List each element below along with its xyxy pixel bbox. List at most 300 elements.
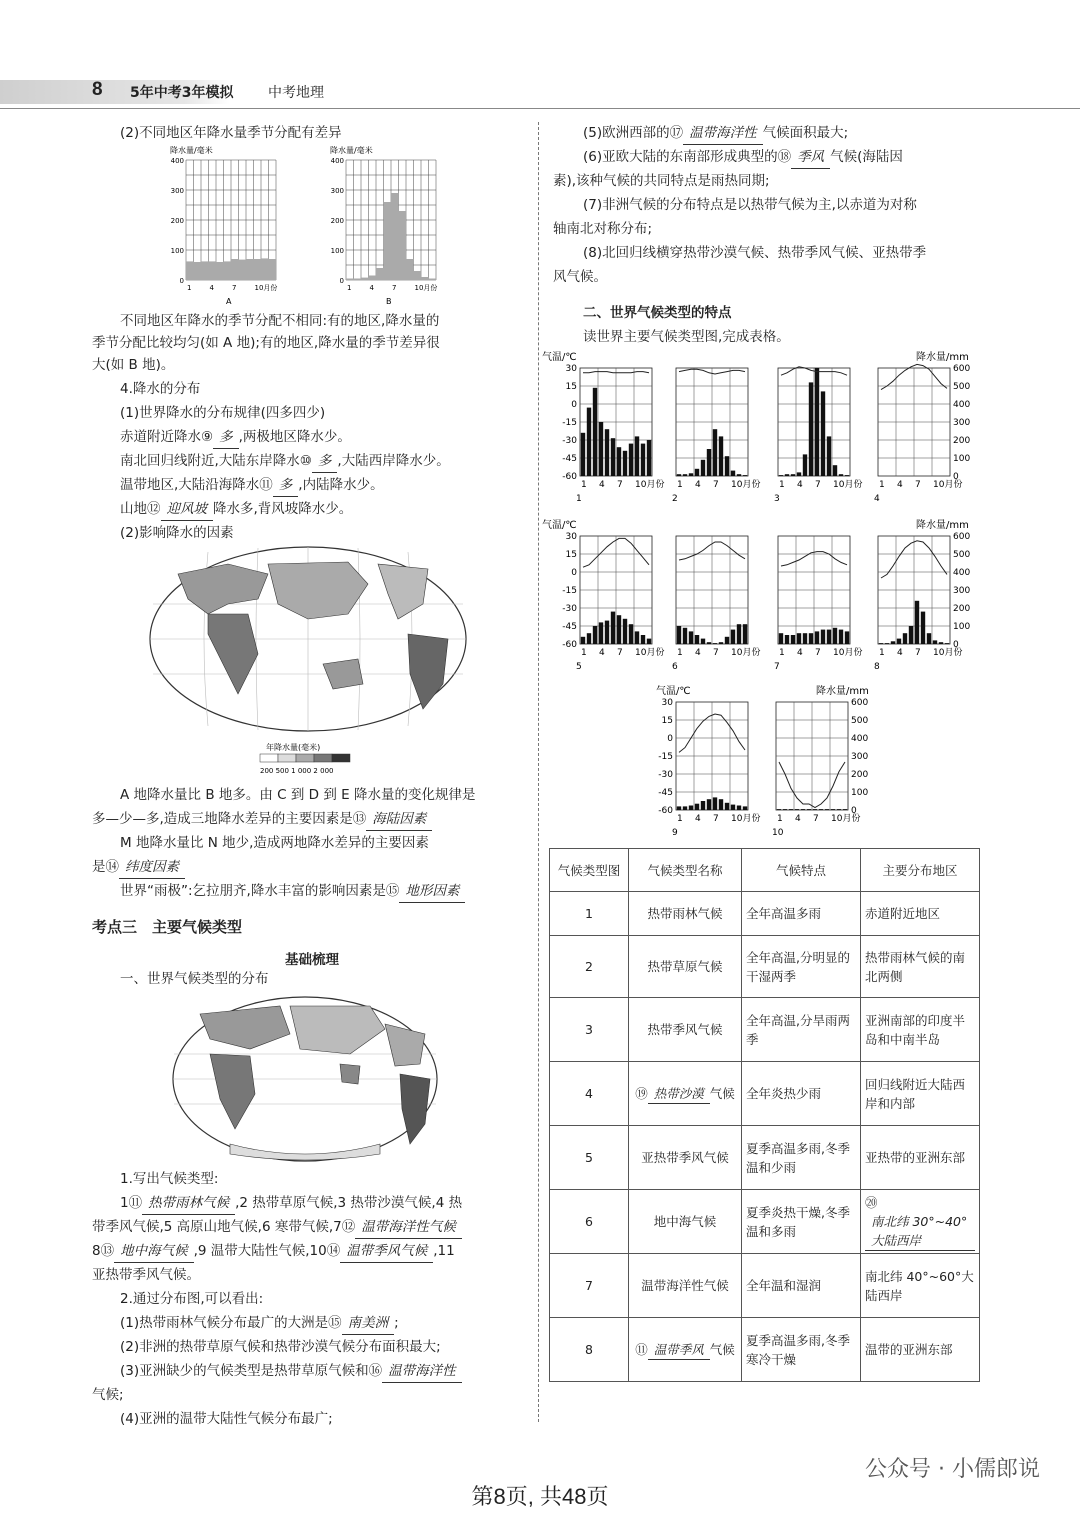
temp-tick-label: 0 xyxy=(571,568,577,578)
table-header-row xyxy=(550,849,980,892)
precip-bar xyxy=(725,637,729,644)
w2-item1: (1)热带雨林气候分布最广的大洲是⑮ 南美洲 ; xyxy=(120,1312,399,1335)
th-feature: 气候特点 xyxy=(742,849,861,892)
row-feature: 全年炎热少雨 xyxy=(742,1062,861,1126)
precip-bar xyxy=(879,643,883,644)
chart-number: 6 xyxy=(672,662,678,672)
x-tick-label: 1 xyxy=(677,814,683,824)
precip-bar xyxy=(891,641,895,644)
precip-bar xyxy=(647,639,651,644)
climate-chart-2 xyxy=(672,368,760,504)
row-feature: 全年高温,分旱雨两季 xyxy=(742,998,861,1062)
precip-bar xyxy=(825,809,829,810)
temp-tick-label: -45 xyxy=(658,788,673,798)
map-legend-values: 200 500 1 000 2 000 xyxy=(260,767,334,775)
x-tick-label: 10月份 xyxy=(831,814,861,824)
header-rule xyxy=(0,108,1080,109)
chart-number: 9 xyxy=(672,828,678,838)
x-tick-label: 10月份 xyxy=(833,480,863,490)
precip-bar xyxy=(807,809,811,810)
precip-bar xyxy=(809,633,813,644)
row-region: 赤道附近地区 xyxy=(861,892,980,936)
para1-line2: 季节分配比较均匀(如 A 地);有的地区,降水量的季节差异很 xyxy=(92,335,440,351)
row-no: 3 xyxy=(550,998,629,1062)
chart-a-axis-label: 降水量/毫米 xyxy=(170,146,213,155)
temp-tick-label: -30 xyxy=(658,770,673,780)
answer-10: 多 xyxy=(312,450,338,473)
r6-post: 气候(海陆因 xyxy=(830,149,903,165)
precip-tick-label: 200 xyxy=(953,604,971,614)
answer-20: 南北纬 30°~40°大陆西岸 xyxy=(865,1212,975,1251)
precip-bar xyxy=(779,633,783,644)
precip-bar xyxy=(833,465,837,476)
y-tick-label: 200 xyxy=(330,217,344,225)
x-tick-label: 4 xyxy=(897,648,903,658)
temp-tick-label: 0 xyxy=(667,734,673,744)
table-row xyxy=(550,1254,980,1318)
precip-bar xyxy=(629,444,633,476)
y-tick-label: 0 xyxy=(179,277,184,285)
precip-bar xyxy=(833,628,837,644)
x-tick-label: 4 xyxy=(795,814,801,824)
x-tick-label: 4 xyxy=(797,480,803,490)
y-tick-label: 200 xyxy=(170,217,184,225)
table-row xyxy=(550,936,980,998)
precip-bar xyxy=(629,624,633,644)
precip-tick-label: 0 xyxy=(851,806,857,816)
x-tick-label: 4 xyxy=(599,480,605,490)
precip-tick-label: 300 xyxy=(953,586,971,596)
precip-bar xyxy=(839,474,843,476)
precip-bar xyxy=(369,276,377,281)
row-name: 地中海气候 xyxy=(629,1190,742,1254)
chart-number: 5 xyxy=(576,662,582,672)
chart-a-plot xyxy=(171,157,278,292)
precip-bar xyxy=(186,261,194,280)
right-item7: (7)非洲气候的分布特点是以热带气候为主,以赤道为对称 xyxy=(583,197,917,213)
climate-chart-6 xyxy=(672,536,760,672)
row-region: 亚洲南部的印度半岛和中南半岛 xyxy=(861,998,980,1062)
chart-b-label: B xyxy=(386,297,392,306)
row-region: 南北纬 40°~60°大陆西岸 xyxy=(861,1254,980,1318)
precip-tick-label: 500 xyxy=(851,716,869,726)
section4-title: 4.降水的分布 xyxy=(120,381,201,397)
temp-tick-label: 15 xyxy=(565,382,577,392)
x-tick-label: 1 xyxy=(347,284,352,292)
dist-title: 一、世界气候类型的分布 xyxy=(120,971,269,987)
precip-bar xyxy=(713,643,717,644)
r5-pre: (5)欧洲西部的⑰ xyxy=(583,125,684,141)
w1-l1-b: ,2 热带草原气候,3 热带沙漠气候,4 热 xyxy=(235,1195,463,1211)
page-number: 8 xyxy=(92,79,103,100)
precip-bar xyxy=(391,193,399,280)
rule1-post: ,两极地区降水少。 xyxy=(238,429,351,445)
temp-tick-label: -60 xyxy=(562,472,577,482)
precip-bar xyxy=(593,626,597,644)
climate-world-map xyxy=(170,994,440,1164)
temp-tick-label: 30 xyxy=(565,364,577,374)
precip-bar xyxy=(779,475,783,476)
page-header xyxy=(0,74,1080,108)
precip-bar xyxy=(611,612,615,644)
answer-12: 迎风坡 xyxy=(161,498,214,521)
precip-bar xyxy=(611,438,615,476)
precip-bar xyxy=(623,451,627,476)
precip-chart-b xyxy=(328,144,448,306)
rule1-pre: 赤道附近降水⑨ xyxy=(120,429,214,445)
precip-bar xyxy=(689,473,693,476)
precip-bar xyxy=(783,809,787,810)
seasonal-heading: (2)不同地区年降水量季节分配有差异 xyxy=(120,125,342,141)
th-name: 气候类型名称 xyxy=(629,849,742,892)
precip-bar xyxy=(587,408,591,476)
precip-bar xyxy=(399,211,407,280)
x-tick-label: 1 xyxy=(677,648,683,658)
precip-bar xyxy=(689,631,693,644)
precip-tick-label: 500 xyxy=(953,382,971,392)
chart-number: 4 xyxy=(874,494,880,504)
climate-chart-8 xyxy=(874,532,970,672)
answer-17: 温带海洋性 xyxy=(683,122,763,145)
chart-a-label: A xyxy=(226,297,232,306)
precip-bar xyxy=(731,630,735,644)
precip-bar xyxy=(813,809,817,810)
precip-bar xyxy=(421,277,429,280)
x-tick-label: 7 xyxy=(713,648,719,658)
precip-bar xyxy=(737,624,741,644)
answer-21: 温带季风 xyxy=(648,1340,710,1360)
precip-bar xyxy=(376,268,384,280)
right-item5 xyxy=(583,122,848,145)
precip-bar xyxy=(354,279,362,281)
precip-bar xyxy=(623,619,627,644)
rule4-pre: 山地⑫ xyxy=(120,501,161,517)
precipitation-world-map xyxy=(148,544,468,780)
precip-bar xyxy=(683,806,687,810)
precip-bar xyxy=(581,637,585,644)
precip-bar xyxy=(831,809,835,810)
x-tick-label: 1 xyxy=(879,480,885,490)
x-tick-label: 1 xyxy=(677,480,683,490)
answer-w2: 温带海洋性气候 xyxy=(355,1216,462,1239)
precip-bar xyxy=(885,643,889,644)
precip-bar xyxy=(737,474,741,476)
temp-axis-label-row3: 气温/℃ xyxy=(656,686,691,697)
climate-chart-group xyxy=(562,364,970,838)
precip-bar xyxy=(701,460,705,476)
precip-bar xyxy=(803,633,807,644)
x-tick-label: 10月份 xyxy=(833,648,863,658)
rule3-pre: 温带地区,大陆沿海降水⑪ xyxy=(120,477,273,493)
right-item8-cont: 风气候。 xyxy=(553,269,607,285)
precip-bar xyxy=(785,635,789,644)
precip-bar xyxy=(797,633,801,644)
precip-bar xyxy=(795,809,799,810)
x-tick-label: 10月份 xyxy=(414,284,438,292)
precip-bar xyxy=(201,261,209,280)
answer-w4: 温带季风气候 xyxy=(340,1240,433,1263)
precip-bar xyxy=(719,436,723,476)
rule-line-1 xyxy=(120,426,351,449)
precip-bar xyxy=(921,612,925,644)
precip-tick-label: 400 xyxy=(851,734,869,744)
precip-bar xyxy=(843,809,847,810)
w2-title: 2.通过分布图,可以看出: xyxy=(120,1291,264,1307)
x-tick-label: 4 xyxy=(797,648,803,658)
row-region xyxy=(861,1190,980,1254)
precip-bar xyxy=(617,615,621,644)
climate-chart-9 xyxy=(658,698,760,838)
chart-b-axis-label: 降水量/毫米 xyxy=(330,146,373,155)
precip-bar xyxy=(791,635,795,644)
x-tick-label: 7 xyxy=(915,480,921,490)
x-tick-label: 10月份 xyxy=(731,814,761,824)
rule-line-3 xyxy=(120,474,384,497)
y-tick-label: 400 xyxy=(170,157,184,165)
precip-bar xyxy=(599,422,603,476)
precip-bar xyxy=(897,639,901,644)
subject-title: 中考地理 xyxy=(268,85,324,101)
climate-chart-10 xyxy=(772,698,868,838)
row-feature: 夏季高温多雨,冬季寒冷干燥 xyxy=(742,1318,861,1382)
precip-bar xyxy=(641,635,645,644)
x-tick-label: 1 xyxy=(879,648,885,658)
x-tick-label: 4 xyxy=(897,480,903,490)
row-name-post: 气候 xyxy=(709,1341,735,1357)
table-row xyxy=(550,1126,980,1190)
th-region: 主要分布地区 xyxy=(861,849,980,892)
row-feature: 全年高温多雨 xyxy=(742,892,861,936)
precip-bar xyxy=(617,447,621,476)
precip-bar xyxy=(713,429,717,476)
rule-line-4 xyxy=(120,498,352,521)
precip-bar xyxy=(707,449,711,476)
x-tick-label: 4 xyxy=(695,648,701,658)
table-row xyxy=(550,1190,980,1254)
chart-number: 1 xyxy=(576,494,582,504)
temp-tick-label: 30 xyxy=(565,532,577,542)
precip-bar xyxy=(246,259,254,280)
precip-bar xyxy=(695,635,699,644)
precip-bar xyxy=(827,436,831,476)
q3-line xyxy=(120,880,465,903)
chart-number: 8 xyxy=(874,662,880,672)
climate-chart-1 xyxy=(562,364,664,504)
precip-bar xyxy=(725,456,729,476)
page-footer: 第8页, 共48页 xyxy=(471,1484,609,1509)
x-tick-label: 1 xyxy=(779,648,785,658)
precip-bar xyxy=(815,368,819,476)
row-no: 7 xyxy=(550,1254,629,1318)
precip-bar xyxy=(581,433,585,476)
row-feature: 全年温和湿润 xyxy=(742,1254,861,1318)
column-divider xyxy=(538,122,539,1422)
x-tick-label: 4 xyxy=(695,480,701,490)
precip-bar xyxy=(677,626,681,644)
x-tick-label: 10月份 xyxy=(254,284,278,292)
precip-bar xyxy=(777,809,781,810)
answer-19: 热带沙漠 xyxy=(648,1084,710,1104)
precip-tick-label: 400 xyxy=(953,400,971,410)
x-tick-label: 1 xyxy=(779,480,785,490)
row-region: 亚热带的亚洲东部 xyxy=(861,1126,980,1190)
precip-bar xyxy=(789,809,793,810)
precip-bar xyxy=(927,633,931,644)
sec2-title: 二、世界气候类型的特点 xyxy=(583,305,732,321)
table-row xyxy=(550,1062,980,1126)
section4-2: (2)影响降水的因素 xyxy=(120,525,234,541)
precip-bar xyxy=(945,643,949,644)
q1-pre: 多—少—多,造成三地降水差异的主要因素是⑬ xyxy=(92,811,367,827)
r6-pre: (6)亚欧大陆的东南部形成典型的⑱ xyxy=(583,149,792,165)
precip-bar xyxy=(677,806,681,810)
row-name-pre: ⑪ xyxy=(635,1341,648,1357)
precip-bar xyxy=(269,259,277,280)
chart-number: 10 xyxy=(772,828,784,838)
precip-bar xyxy=(815,631,819,644)
x-tick-label: 4 xyxy=(599,648,605,658)
x-tick-label: 7 xyxy=(617,480,623,490)
precip-bar xyxy=(587,633,591,644)
x-tick-label: 7 xyxy=(815,480,821,490)
y-tick-label: 400 xyxy=(330,157,344,165)
row-name: 热带雨林气候 xyxy=(629,892,742,936)
answer-11: 多 xyxy=(273,474,299,497)
precip-bar xyxy=(731,805,735,810)
precip-tick-label: 100 xyxy=(953,454,971,464)
climate-chart-4 xyxy=(874,364,970,504)
temp-tick-label: -60 xyxy=(658,806,673,816)
right-item6 xyxy=(583,146,903,169)
precip-bar xyxy=(239,260,247,280)
precip-bar xyxy=(821,630,825,644)
x-tick-label: 10月份 xyxy=(731,480,761,490)
precip-bar xyxy=(719,799,723,810)
precip-tick-label: 200 xyxy=(953,436,971,446)
climate-charts xyxy=(540,348,980,838)
x-tick-label: 4 xyxy=(695,814,701,824)
answer-w3: 地中海气候 xyxy=(114,1240,194,1263)
precip-bar xyxy=(683,628,687,644)
precip-bar xyxy=(725,803,729,810)
chart-number: 2 xyxy=(672,494,678,504)
row-region: 回归线附近大陆西岸和内部 xyxy=(861,1062,980,1126)
y-tick-label: 100 xyxy=(170,247,184,255)
precip-bar xyxy=(701,639,705,644)
q1-line1: A 地降水量比 B 地多。由 C 到 D 到 E 降水量的变化规律是 xyxy=(120,787,476,803)
precip-bar xyxy=(209,261,217,280)
temp-axis-label-row1: 气温/℃ xyxy=(542,352,577,363)
x-tick-label: 7 xyxy=(713,814,719,824)
row-name: 亚热带季风气候 xyxy=(629,1126,742,1190)
answer-15b: 南美洲 xyxy=(342,1312,395,1335)
w1-l1-a: 1⑪ xyxy=(120,1195,143,1211)
x-tick-label: 7 xyxy=(232,284,237,292)
precip-bar xyxy=(695,469,699,476)
precip-bar xyxy=(801,809,805,810)
w2-item4: (4)亚洲的温带大陆性气候分布最广; xyxy=(120,1411,333,1427)
climate-table xyxy=(549,848,980,1382)
precip-bar xyxy=(839,630,843,644)
precip-bar xyxy=(809,382,813,476)
rule-line-2 xyxy=(120,450,450,473)
precip-bar xyxy=(641,444,645,476)
row-region-pre: ⑳ xyxy=(865,1194,878,1210)
row-name: 热带季风气候 xyxy=(629,998,742,1062)
rule4-post: 降水多,背风坡降水少。 xyxy=(213,501,353,517)
precip-bar xyxy=(743,475,747,476)
precip-tick-label: 100 xyxy=(953,622,971,632)
temp-tick-label: 30 xyxy=(661,698,673,708)
x-tick-label: 7 xyxy=(815,648,821,658)
precip-bar xyxy=(384,202,392,280)
precip-bar xyxy=(915,601,919,644)
answer-w1: 热带雨林气候 xyxy=(142,1192,235,1215)
temp-tick-label: -60 xyxy=(562,640,577,650)
temp-tick-label: -15 xyxy=(562,586,577,596)
answer-13: 海陆因素 xyxy=(366,808,432,831)
rule3-post: ,内陆降水少。 xyxy=(298,477,384,493)
precip-bar xyxy=(261,258,269,280)
precip-tick-label: 100 xyxy=(851,788,869,798)
row-name-pre: ⑲ xyxy=(635,1085,648,1101)
para1-line3: 大(如 B 地)。 xyxy=(92,357,175,373)
precip-bar xyxy=(677,474,681,476)
row-region: 热带雨林气候的南北两侧 xyxy=(861,936,980,998)
precip-tick-label: 300 xyxy=(953,418,971,428)
precip-chart-a xyxy=(168,144,288,306)
right-item7-cont: 轴南北对称分布; xyxy=(553,221,653,237)
x-tick-label: 7 xyxy=(813,814,819,824)
x-tick-label: 10月份 xyxy=(635,648,665,658)
temp-tick-label: -15 xyxy=(658,752,673,762)
temp-tick-label: -15 xyxy=(562,418,577,428)
precip-bar xyxy=(819,809,823,810)
right-item6-cont: 素),该种气候的共同特点是雨热同期; xyxy=(553,173,770,189)
precip-tick-label: 500 xyxy=(953,550,971,560)
precip-bar xyxy=(593,388,597,476)
r5-post: 气候面积最大; xyxy=(762,125,849,141)
x-tick-label: 10月份 xyxy=(933,648,963,658)
book-title: 5年中考3年模拟 xyxy=(130,85,234,101)
row-no: 2 xyxy=(550,936,629,998)
right-item8: (8)北回归线横穿热带沙漠气候、热带季风气候、亚热带季 xyxy=(583,245,927,261)
chart-b-plot xyxy=(331,157,438,292)
precip-bar xyxy=(791,474,795,476)
precip-bar xyxy=(695,804,699,810)
q2-pre: 是⑭ xyxy=(92,859,119,875)
w1-line1 xyxy=(120,1192,462,1215)
precip-bar xyxy=(429,279,437,281)
row-no: 6 xyxy=(550,1190,629,1254)
precip-bar xyxy=(939,642,943,644)
precip-bar xyxy=(821,391,825,476)
precip-bar xyxy=(743,806,747,810)
answer-15: 地形因素 xyxy=(399,880,465,903)
precip-bar xyxy=(689,806,693,811)
precip-bar xyxy=(837,809,841,810)
temp-tick-label: -30 xyxy=(562,436,577,446)
precip-bar xyxy=(827,630,831,644)
table-row xyxy=(550,1318,980,1382)
precip-bar xyxy=(231,259,239,280)
rule2-pre: 南北回归线附近,大陆东岸降水⑩ xyxy=(120,453,312,469)
precip-bar xyxy=(605,429,609,476)
chart-number: 7 xyxy=(774,662,780,672)
y-tick-label: 300 xyxy=(170,187,184,195)
precip-bar xyxy=(635,631,639,644)
row-name: 热带草原气候 xyxy=(629,936,742,998)
